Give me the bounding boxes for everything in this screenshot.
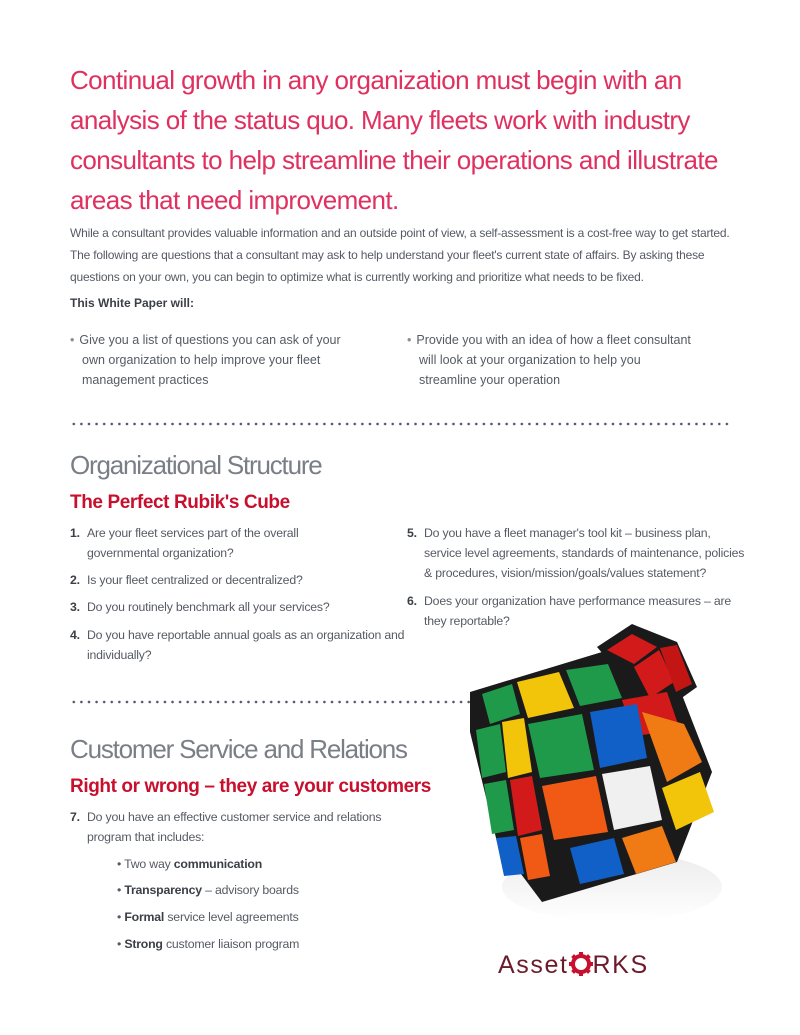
bullet-text: Provide you with an idea of how a fleet consultant will look at your organization to help you streamline your operation bbox=[416, 333, 691, 387]
question-text: Do you routinely benchmark all your services? bbox=[87, 600, 330, 614]
bullet-dot: • bbox=[407, 333, 412, 347]
question-number: 4. bbox=[70, 628, 80, 642]
section-title: Customer Service and Relations bbox=[70, 734, 407, 764]
sub-bullet: • Two way communication bbox=[117, 857, 263, 871]
section-subtitle: Right or wrong – they are your customers bbox=[70, 776, 431, 797]
sub-bullet-text: – advisory boards bbox=[201, 883, 299, 897]
sub-bullet: • Formal service level agreements bbox=[117, 910, 299, 924]
assetworks-logo bbox=[498, 951, 649, 980]
bullet-text: Give you a list of questions you can ask of your own organization to help improve your fleet management practices bbox=[79, 333, 341, 387]
sub-bullet-text: customer liaison program bbox=[162, 937, 300, 951]
question-item bbox=[407, 523, 749, 583]
question-text: Do you have reportable annual goals as an organization and individually? bbox=[87, 628, 405, 662]
white-paper-heading: This White Paper will: bbox=[70, 296, 195, 310]
question-item bbox=[70, 597, 387, 617]
section-title: Organizational Structure bbox=[70, 450, 322, 480]
gear-icon bbox=[569, 952, 593, 976]
section-subtitle: The Perfect Rubik's Cube bbox=[70, 492, 290, 513]
sub-bullet-bold: Transparency bbox=[124, 883, 202, 897]
dotted-divider bbox=[70, 700, 470, 704]
question-number: 3. bbox=[70, 600, 80, 614]
question-number: 7. bbox=[70, 810, 80, 824]
white-paper-bullet bbox=[70, 330, 357, 390]
sub-bullet-text: service level agreements bbox=[164, 910, 299, 924]
sub-bullet: • Transparency – advisory boards bbox=[117, 883, 299, 897]
question-item bbox=[70, 523, 337, 563]
sub-bullet-bold: Strong bbox=[124, 937, 163, 951]
question-item bbox=[70, 570, 387, 590]
bullet-dot: • bbox=[70, 333, 75, 347]
question-number: 5. bbox=[407, 526, 417, 540]
sub-bullet-text: Two way bbox=[124, 857, 174, 871]
question-text: Does your organization have performance measures – are they reportable? bbox=[424, 594, 732, 628]
question-text: Do you have an effective customer service and relations program that includes: bbox=[87, 810, 382, 844]
logo-text: RKS bbox=[592, 951, 649, 979]
question-item bbox=[70, 807, 407, 847]
lead-paragraph: While a consultant provides valuable information and an outside point of view, a self-assessment is a cost-free way to get started. The following are questions that a consultant may ask to help understand your fleet's current state of affairs. By asking these questions on your own, you can begin to optimize what is currently working and prioritize what needs to be fixed. bbox=[70, 226, 730, 284]
intro-heading: Continual growth in any organization must begin with an analysis of the status quo. Many fleets work with industry consultants to help streamline their operations and illustrate areas that need improvement. bbox=[70, 65, 718, 215]
sub-bullet: • Strong customer liaison program bbox=[117, 937, 300, 951]
sub-bullet-bold: communication bbox=[173, 857, 263, 871]
logo-text: Asset bbox=[498, 951, 569, 979]
white-paper-bullet bbox=[407, 330, 694, 390]
question-text: Is your fleet centralized or decentralized? bbox=[87, 573, 303, 587]
question-text: Are your fleet services part of the overall governmental organization? bbox=[87, 526, 299, 560]
question-number: 6. bbox=[407, 594, 417, 608]
rubiks-cube-image bbox=[462, 612, 732, 932]
question-number: 1. bbox=[70, 526, 80, 540]
question-item bbox=[70, 625, 407, 665]
sub-bullet-bold: Formal bbox=[124, 910, 165, 924]
question-number: 2. bbox=[70, 573, 80, 587]
question-text: Do you have a fleet manager's tool kit – business plan, service level agreements, standards of maintenance, policies & procedures, vision/mission/goals/values statement? bbox=[424, 526, 745, 580]
dotted-divider bbox=[70, 422, 732, 426]
